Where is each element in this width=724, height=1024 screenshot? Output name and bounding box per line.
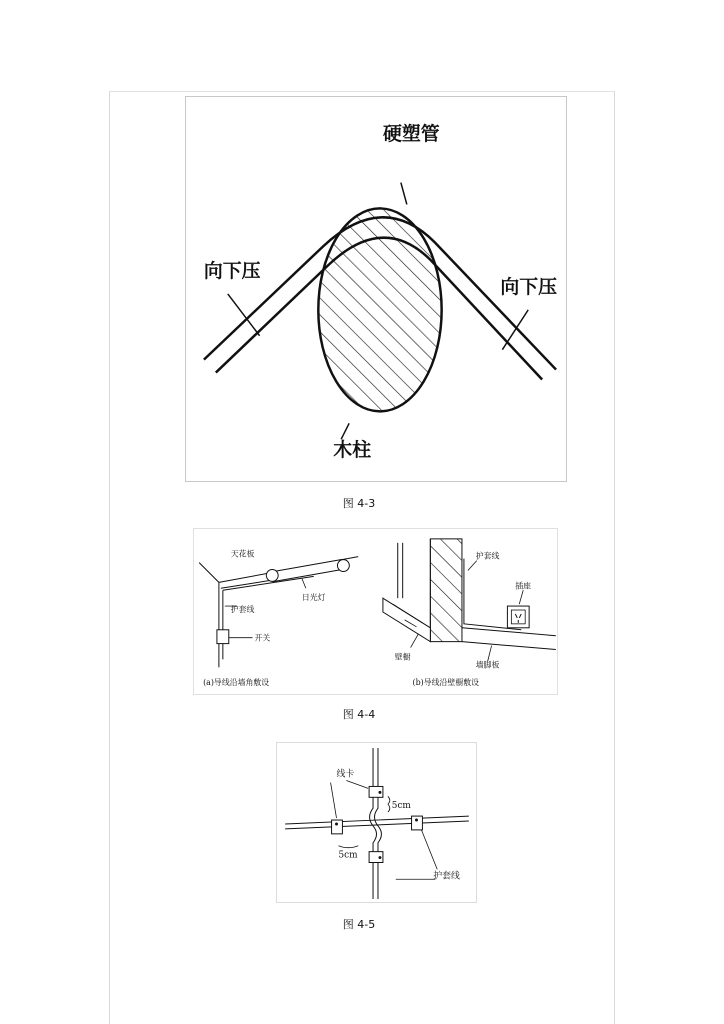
label-sheath-right: 护套线 — [475, 551, 500, 561]
figure-4-4-drawing — [194, 529, 557, 694]
leader-press-left — [228, 294, 260, 336]
label-clip: 线卡 — [336, 769, 355, 780]
label-press-left: 向下压 — [203, 260, 261, 283]
socket — [507, 606, 529, 628]
leader-post — [341, 423, 349, 439]
floor-line — [462, 628, 556, 650]
caption-4-3: 图 4-3 — [342, 497, 376, 510]
caption-4-4: 图 4-4 — [342, 708, 376, 721]
label-dist-vertical: 5cm — [391, 801, 411, 812]
label-post: 木柱 — [333, 439, 372, 462]
label-pipe: 硬塑管 — [382, 122, 440, 145]
label-dist-horizontal: 5cm — [338, 850, 358, 861]
figure-4-3-drawing — [186, 97, 566, 481]
vertical-sheathed-wire — [370, 748, 382, 899]
label-sheath: 护套线 — [433, 871, 460, 882]
fluorescent-lamp — [266, 559, 349, 582]
wall-corner-line — [199, 563, 219, 583]
figure-4-5-drawing — [277, 743, 476, 902]
label-socket: 插座 — [515, 581, 532, 591]
sheathed-wire-left — [221, 573, 314, 659]
cabinet — [383, 539, 462, 642]
horizontal-sheathed-wire — [285, 816, 469, 829]
label-switch: 开关 — [254, 633, 271, 643]
leader-pipe — [401, 183, 407, 205]
label-ceiling: 天花板 — [230, 549, 255, 559]
caption-b: (b)导线沿壁橱敷设 — [412, 678, 480, 688]
figure-4-5 — [276, 742, 477, 903]
figure-4-4 — [193, 528, 558, 695]
caption-4-5: 图 4-5 — [342, 918, 376, 931]
caption-a: (a)导线沿墙角敷设 — [203, 678, 270, 688]
label-baseboard: 墙脚板 — [475, 660, 500, 670]
label-press-right: 向下压 — [500, 275, 558, 298]
figure-4-3 — [185, 96, 567, 482]
switch-box — [217, 630, 229, 644]
label-cabinet: 壁橱 — [394, 652, 411, 662]
label-sheath-left: 护套线 — [230, 604, 255, 614]
label-lamp: 日光灯 — [301, 593, 326, 603]
